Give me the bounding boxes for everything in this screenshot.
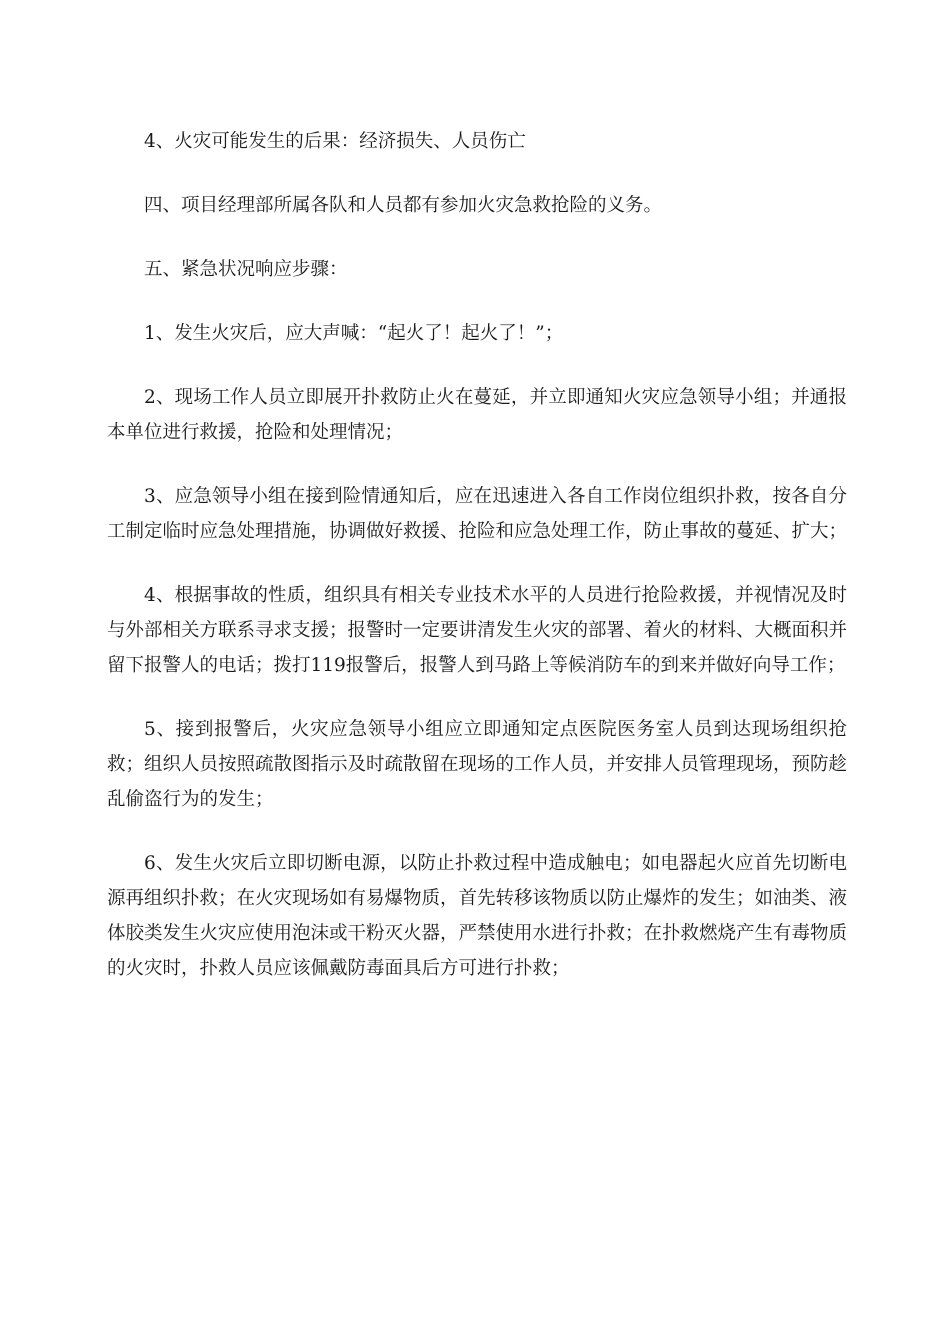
paragraph-step-6: 6、发生火灾后立即切断电源，以防止扑救过程中造成触电；如电器起火应首先切断电源再组织扑救；在火灾现场如有易爆物质，首先转移该物质以防止爆炸的发生；如油类、液体胶类发生火灾应使用泡沫或干粉灭火器，严禁使用水进行扑救；在扑救燃烧产生有毒物质的火灾时，扑救人员应该佩戴防毒面具后方可进行扑救； [107,853,848,979]
paragraph-section-four: 四、项目经理部所属各队和人员都有参加火灾急救抢险的义务。 [144,195,663,216]
paragraph-step-3: 3、应急领导小组在接到险情通知后，应在迅速进入各自工作岗位组织扑救，按各自分工制定临时应急处理措施，协调做好救援、抢险和应急处理工作，防止事故的蔓延、扩大； [107,486,848,542]
paragraph-step-2: 2、现场工作人员立即展开扑救防止火在蔓延，并立即通知火灾应急领导小组；并通报本单位进行救援，抢险和处理情况； [107,387,847,443]
document-body [107,124,847,986]
paragraph-step-1: 1、发生火灾后，应大声喊：“起火了！起火了！”； [144,323,564,344]
paragraph-section-five-heading: 五、紧急状况响应步骤： [144,259,348,280]
paragraph-consequences: 4、火灾可能发生的后果：经济损失、人员伤亡 [144,131,526,152]
paragraph-step-4: 4、根据事故的性质，组织具有相关专业技术水平的人员进行抢险救援，并视情况及时与外部相关方联系寻求支援；报警时一定要讲清发生火灾的部署、着火的材料、大概面积并留下报警人的电话；拨打119报警后，报警人到马路上等候消防车的到来并做好向导工作； [107,585,848,676]
paragraph-step-5: 5、接到报警后，火灾应急领导小组应立即通知定点医院医务室人员到达现场组织抢救；组织人员按照疏散图指示及时疏散留在现场的工作人员，并安排人员管理现场，预防趁乱偷盗行为的发生； [107,719,848,810]
